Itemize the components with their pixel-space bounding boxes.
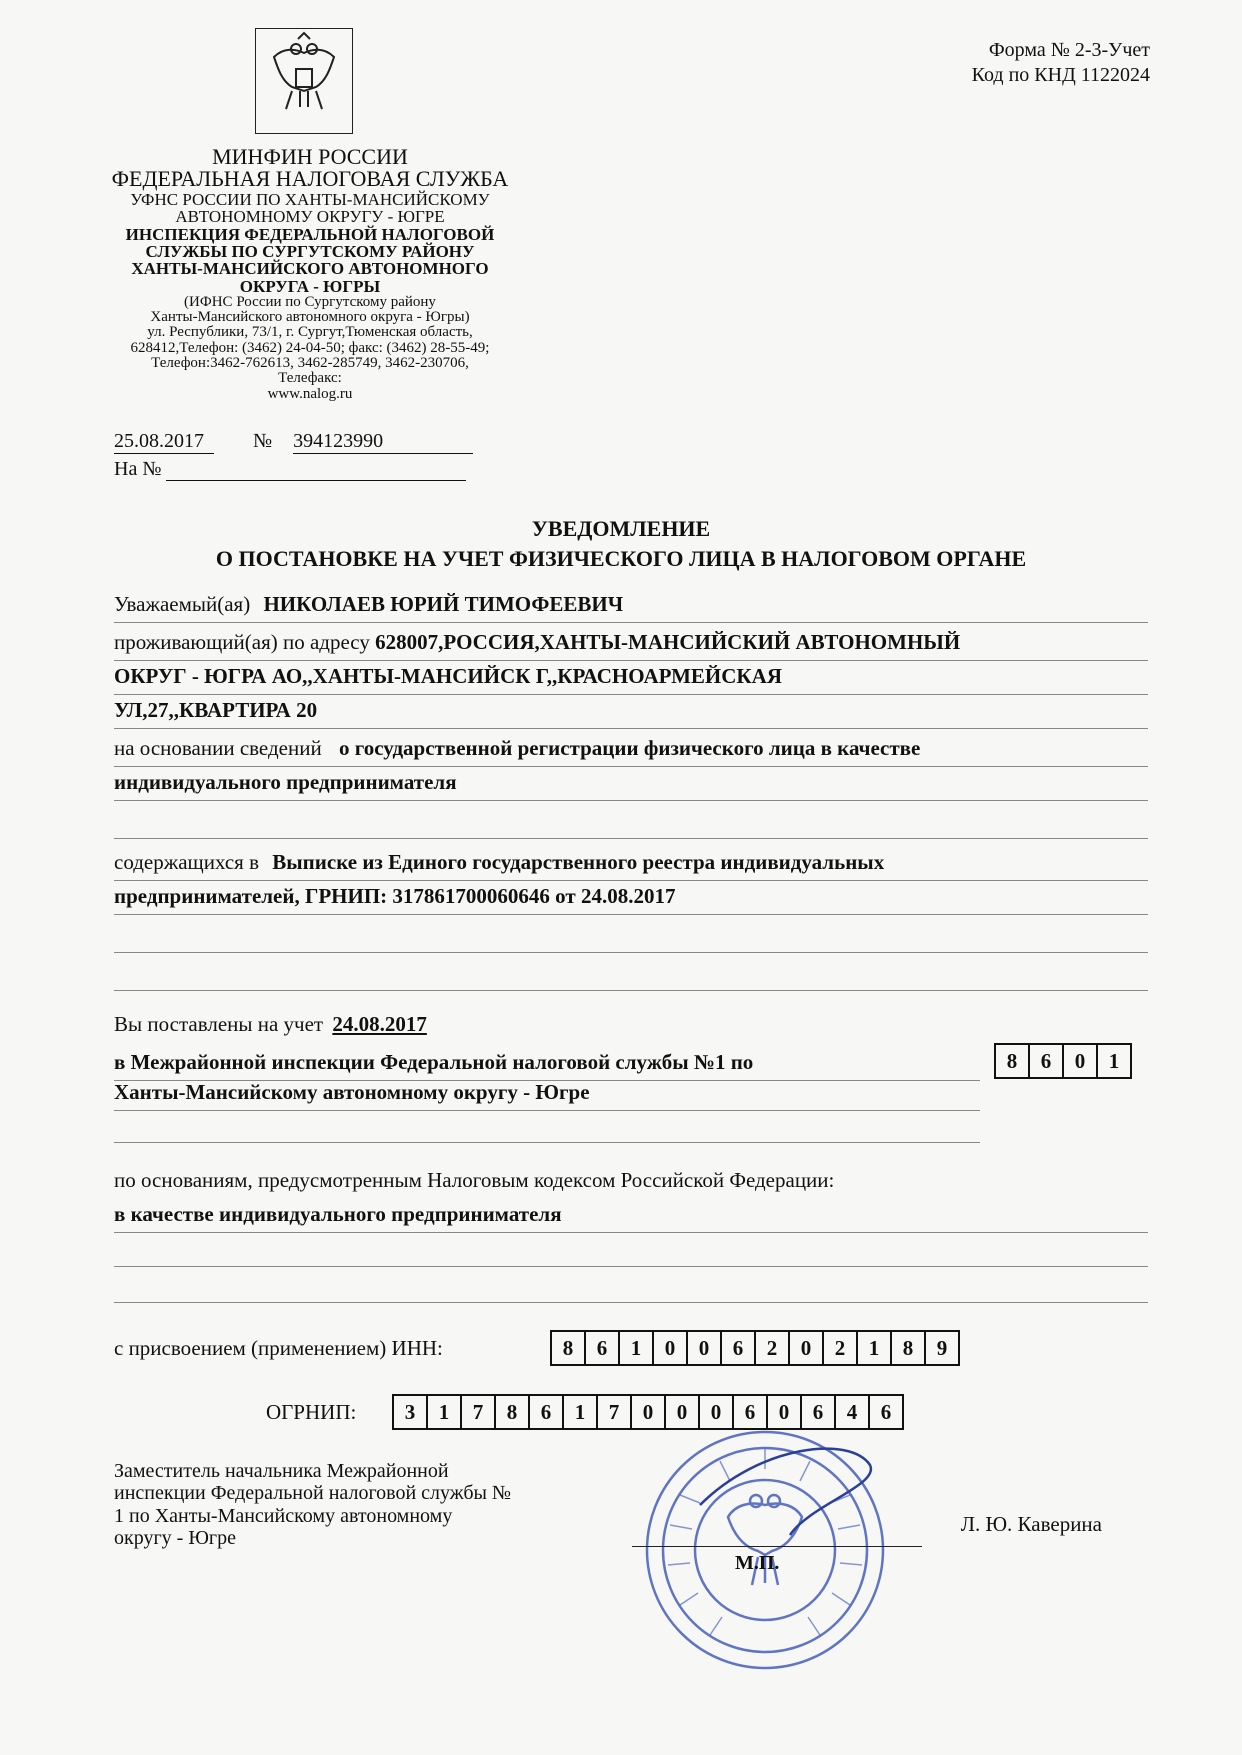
position-line-3: 1 по Ханты-Мансийскому автономному (114, 1504, 453, 1527)
row-empty-2 (114, 922, 1148, 953)
inn-digit: 6 (720, 1330, 756, 1366)
ogrnip-digit: 0 (766, 1394, 802, 1430)
reply-number-label: На № (114, 458, 162, 480)
ogrnip-digit: 1 (562, 1394, 598, 1430)
row-grounds (114, 1202, 1148, 1233)
row-empty-3 (114, 960, 1148, 991)
inn-cells (552, 1330, 960, 1366)
header-ufns-2: АВТОНОМНОМУ ОКРУГУ - ЮГРЕ (175, 207, 445, 227)
basis-line-2: индивидуального предпринимателя (114, 770, 457, 794)
inn-label: с присвоением (применением) ИНН: (114, 1336, 443, 1360)
official-seal (640, 1425, 890, 1675)
address-line-1: 628007,РОССИЯ,ХАНТЫ-МАНСИЙСКИЙ АВТОНОМНЫЙ (375, 630, 961, 654)
ogrnip-digit: 0 (698, 1394, 734, 1430)
code-digit: 6 (1028, 1043, 1064, 1079)
header-phone-1: 628412,Телефон: (3462) 24-04-50; факс: (3462) 28-55-49; (130, 339, 490, 356)
row-address-1 (114, 630, 1148, 661)
basis-label: на основании сведений (114, 736, 322, 760)
inn-digit: 1 (856, 1330, 892, 1366)
row-empty-5 (114, 1236, 1148, 1267)
grounds-label: по основаниям, предусмотренным Налоговым кодексом Российской Федерации: (114, 1168, 835, 1192)
inn-digit: 8 (890, 1330, 926, 1366)
row-basis-2 (114, 770, 1148, 801)
inn-digit: 6 (584, 1330, 620, 1366)
coat-of-arms-emblem (255, 28, 353, 134)
document-number: 394123990 (293, 430, 473, 454)
row-contained-2 (114, 884, 1148, 915)
header-inspection-1: ИНСПЕКЦИЯ ФЕДЕРАЛЬНОЙ НАЛОГОВОЙ (125, 224, 495, 244)
ogrnip-digit: 6 (528, 1394, 564, 1430)
inn-digit: 1 (618, 1330, 654, 1366)
contained-line-1: Выписке из Единого государственного реестра индивидуальных (272, 850, 885, 874)
signatory-position (114, 1460, 634, 1550)
ogrnip-digit: 8 (494, 1394, 530, 1430)
ogrnip-digit: 0 (630, 1394, 666, 1430)
signer-name: Л. Ю. Каверина (960, 1512, 1102, 1536)
code-digit: 8 (994, 1043, 1030, 1079)
code-digit: 1 (1096, 1043, 1132, 1079)
issuer-header (70, 146, 550, 402)
ogrnip-digit: 6 (732, 1394, 768, 1430)
document-title (0, 514, 1242, 573)
contained-line-2: предпринимателей, ГРНИП: 317861700060646 от 24.08.2017 (114, 884, 676, 908)
document-reference (114, 430, 473, 481)
row-empty-4 (114, 1112, 980, 1143)
header-fax: Телефакс: (278, 370, 342, 387)
ogrnip-digit: 7 (596, 1394, 632, 1430)
position-line-2: инспекции Федеральной налоговой службы № (114, 1482, 512, 1505)
title-line-2: О ПОСТАНОВКЕ НА УЧЕТ ФИЗИЧЕСКОГО ЛИЦА В НАЛОГОВОМ ОРГАНЕ (215, 545, 1027, 571)
inspection-code-cells (996, 1043, 1132, 1079)
header-ufns-1: УФНС РОССИИ ПО ХАНТЫ-МАНСИЙСКОМУ (130, 189, 490, 209)
registration-date-line (114, 1012, 427, 1037)
title-line-1: УВЕДОМЛЕНИЕ (531, 516, 711, 541)
inn-digit: 2 (754, 1330, 790, 1366)
row-address-3 (114, 698, 1148, 729)
signature-line (632, 1546, 922, 1547)
stamp-place-label: М.П. (735, 1552, 780, 1574)
header-short-1: (ИФНС России по Сургутскому району (184, 293, 436, 310)
inn-digit: 0 (788, 1330, 824, 1366)
ogrnip-digit: 6 (800, 1394, 836, 1430)
row-address-2 (114, 664, 1148, 695)
header-inspection-2: СЛУЖБЫ ПО СУРГУТСКОМУ РАЙОНУ (145, 241, 475, 261)
ogrnip-digit: 0 (664, 1394, 700, 1430)
form-number: Форма № 2-3-Учет (988, 39, 1150, 61)
code-digit: 0 (1062, 1043, 1098, 1079)
document-date: 25.08.2017 (114, 430, 214, 454)
row-empty-1 (114, 808, 1148, 839)
header-inspection-4: ОКРУГА - ЮГРЫ (239, 276, 381, 296)
header-short-2: Ханты-Мансийского автономного округа - Югры) (150, 309, 470, 326)
row-empty-6 (114, 1272, 1148, 1303)
position-line-4: округу - Югре (114, 1527, 236, 1550)
position-line-1: Заместитель начальника Межрайонной (114, 1460, 449, 1482)
contained-label: содержащихся в (114, 850, 260, 874)
knd-code: Код по КНД 1122024 (971, 64, 1150, 86)
row-basis-1 (114, 736, 1148, 767)
row-name (114, 592, 1148, 623)
header-address: ул. Республики, 73/1, г. Сургут,Тюменская область, (147, 324, 473, 341)
inn-digit: 0 (686, 1330, 722, 1366)
header-service: ФЕДЕРАЛЬНАЯ НАЛОГОВАЯ СЛУЖБА (111, 166, 509, 192)
reply-number-line (166, 460, 466, 481)
row-contained-1 (114, 850, 1148, 881)
ogrnip-digit: 4 (834, 1394, 870, 1430)
number-label: № (253, 430, 273, 452)
ogrnip-label: ОГРНИП: (266, 1400, 357, 1424)
eagle-icon (256, 29, 352, 133)
basis-line-1: о государственной регистрации физического лица в качестве (338, 736, 921, 760)
ogrnip-digit: 7 (460, 1394, 496, 1430)
header-ministry: МИНФИН РОССИИ (212, 144, 408, 169)
grounds-value: в качестве индивидуального предпринимателя (114, 1202, 562, 1226)
inn-digit: 8 (550, 1330, 586, 1366)
inspection-line-1: в Межрайонной инспекции Федеральной налоговой службы №1 по (114, 1050, 754, 1074)
header-website: www.nalog.ru (267, 385, 353, 402)
registration-label: Вы поставлены на учет (114, 1012, 324, 1036)
seal-icon (640, 1425, 890, 1675)
ogrnip-digit: 6 (868, 1394, 904, 1430)
header-phone-2: Телефон:3462-762613, 3462-285749, 3462-230706, (151, 355, 469, 372)
address-line-2: ОКРУГ - ЮГРА АО,,ХАНТЫ-МАНСИЙСК Г,,КРАСНОАРМЕЙСКАЯ (114, 664, 782, 688)
address-line-3: УЛ,27,,КВАРТИРА 20 (114, 698, 318, 722)
inn-digit: 2 (822, 1330, 858, 1366)
dear-label: Уважаемый(ая) (114, 592, 251, 616)
row-inspection-1 (114, 1050, 980, 1081)
form-code-block (972, 38, 1150, 88)
inspection-line-2: Ханты-Мансийскому автономному округу - Югре (114, 1080, 590, 1104)
person-name: НИКОЛАЕВ ЮРИЙ ТИМОФЕЕВИЧ (263, 592, 624, 616)
ogrnip-digit: 3 (392, 1394, 428, 1430)
ogrnip-digit: 1 (426, 1394, 462, 1430)
inn-digit: 9 (924, 1330, 960, 1366)
registration-date: 24.08.2017 (332, 1012, 427, 1036)
row-inspection-2 (114, 1080, 980, 1111)
address-label: проживающий(ая) по адресу (114, 630, 370, 654)
header-inspection-3: ХАНТЫ-МАНСИЙСКОГО АВТОНОМНОГО (131, 259, 489, 279)
inn-digit: 0 (652, 1330, 688, 1366)
